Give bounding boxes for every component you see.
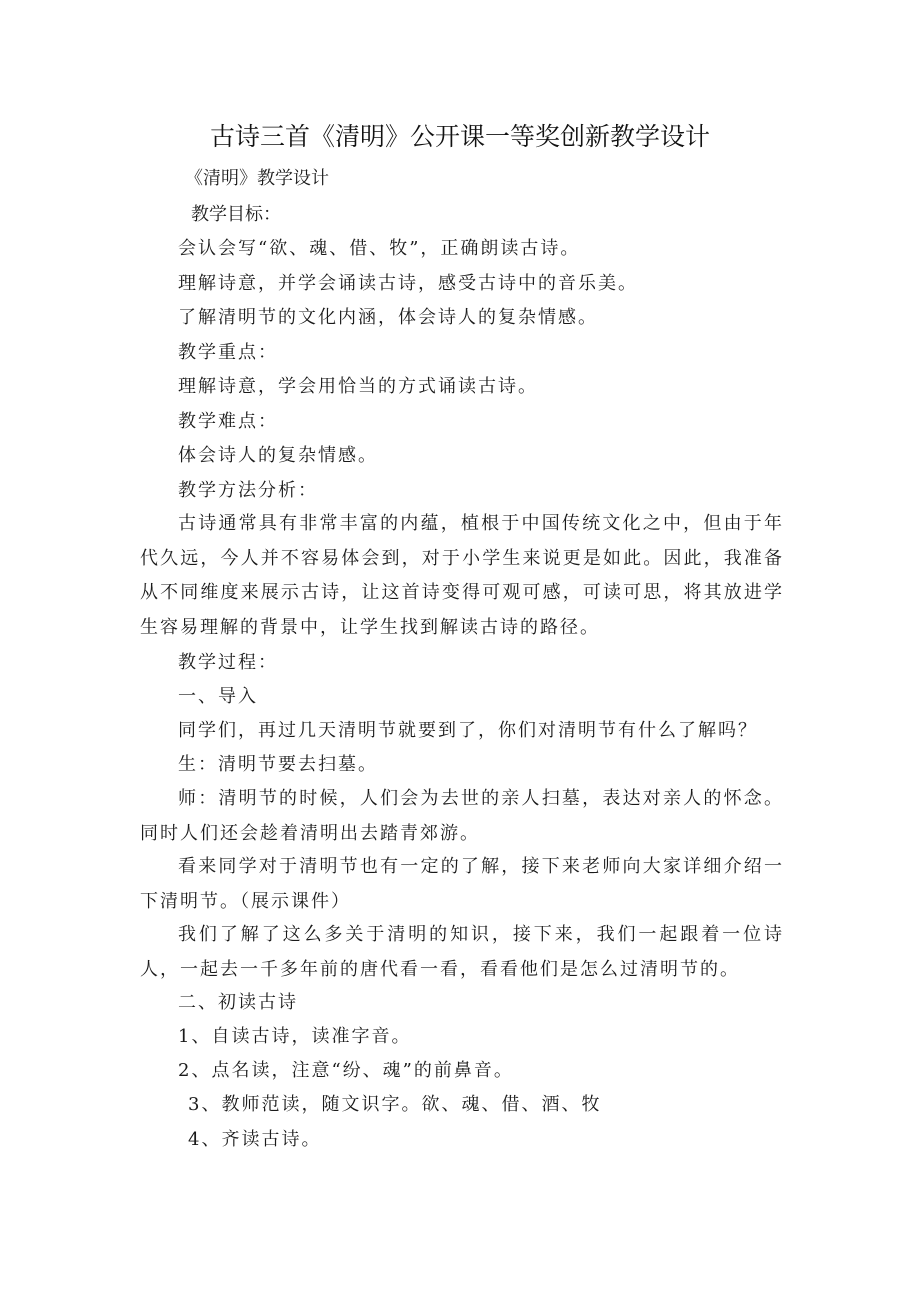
explain-paragraph: 看来同学对于清明节也有一定的了解，接下来老师向大家详细介绍一下清明节。（展示课件） [140, 856, 784, 912]
section-heading: 一、导入 [178, 686, 258, 707]
section-heading: 二、初读古诗 [178, 992, 298, 1013]
objective-item: 会认会写“欲、魂、借、牧”，正确朗读古诗。 [178, 238, 581, 259]
student-answer: 生：清明节要去扫墓。 [178, 754, 378, 775]
step-item: 3、教师范读，随文识字。欲、魂、借、酒、牧 [188, 1094, 602, 1115]
step-item: 2、点名读，注意“纷、魂”的前鼻音。 [178, 1060, 514, 1081]
key-points-heading: 教学重点： [178, 342, 278, 363]
process-heading: 教学过程： [178, 652, 278, 673]
method-heading: 教学方法分析： [178, 480, 318, 501]
step-item: 1、自读古诗，读准字音。 [178, 1026, 412, 1047]
difficulty-text: 体会诗人的复杂情感。 [178, 445, 378, 466]
objectives-heading: 教学目标： [191, 204, 281, 225]
key-points-text: 理解诗意，学会用恰当的方式诵读古诗。 [178, 376, 538, 397]
document-title: 古诗三首《清明》公开课一等奖创新教学设计 [209, 122, 710, 151]
objective-item: 了解清明节的文化内涵，体会诗人的复杂情感。 [178, 307, 598, 328]
transition-paragraph: 我们了解了这么多关于清明的知识，接下来，我们一起跟着一位诗人，一起去一千多年前的唐代看一看，看看他们是怎么过清明节的。 [140, 924, 784, 980]
method-paragraph: 古诗通常具有非常丰富的内蕴，植根于中国传统文化之中，但由于年代久远，今人并不容易体会到，对于小学生来说更是如此。因此，我准备从不同维度来展示古诗，让这首诗变得可观可感，可读可思，将其放进学生容易理解的背景中，让学生找到解读古诗的路径。 [140, 513, 784, 638]
subtitle: 《清明》教学设计 [185, 168, 329, 189]
step-item: 4、齐读古诗。 [188, 1129, 322, 1150]
teacher-paragraph: 师：清明节的时候，人们会为去世的亲人扫墓，表达对亲人的怀念。同时人们还会趁着清明出去踏青郊游。 [140, 788, 784, 844]
objective-item: 理解诗意，并学会诵读古诗，感受古诗中的音乐美。 [178, 273, 638, 294]
intro-question: 同学们，再过几天清明节就要到了，你们对清明节有什么了解吗？ [178, 720, 758, 741]
difficulty-heading: 教学难点： [178, 411, 278, 432]
